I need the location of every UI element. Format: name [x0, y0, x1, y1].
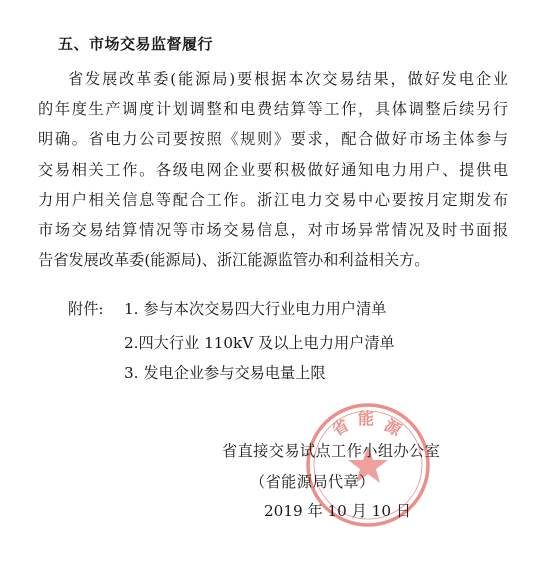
paragraph-line: 告省发展改革委(能源局)、浙江能源监管办和利益相关方。 — [38, 251, 430, 270]
body-paragraph — [38, 64, 508, 275]
paragraph-line: 市场交易结算情况等市场交易信息，对市场异常情况及时书面报 — [38, 220, 508, 239]
paragraph-line: 力用户相关信息等配合工作。浙江电力交易中心要按月定期发布 — [38, 190, 508, 209]
attachment-item: 3. 发电企业参与交易电量上限 — [124, 364, 326, 382]
paragraph-line: 明确。省电力公司要按照《规则》要求，配合做好市场主体参与 — [38, 130, 508, 149]
attachment-item: 2.四大行业 110kV 及以上电力用户清单 — [124, 334, 395, 352]
issuing-office: 省直接交易试点工作小组办公室 — [222, 442, 441, 460]
paragraph-line: 交易相关工作。各级电网企业要积极做好通知电力用户、提供电 — [38, 160, 508, 179]
issue-date: 2019 年 10 月 10 日 — [264, 502, 412, 520]
seal-char: 省 — [328, 415, 352, 440]
attachment-item: 1. 参与本次交易四大行业电力用户清单 — [124, 300, 387, 318]
seal-char: 能 — [358, 409, 375, 428]
paragraph-line: 的年度生产调度计划调整和电费结算等工作，具体调整后续另行 — [38, 100, 508, 119]
section-heading: 五、市场交易监督履行 — [58, 35, 214, 53]
seal-char: 源 — [381, 415, 405, 440]
paragraph-line: 省发展改革委(能源局)要根据本次交易结果，做好发电企业 — [68, 70, 508, 88]
attachments-label: 附件: — [68, 300, 104, 318]
seal-note: （省能源局代章） — [250, 473, 375, 491]
